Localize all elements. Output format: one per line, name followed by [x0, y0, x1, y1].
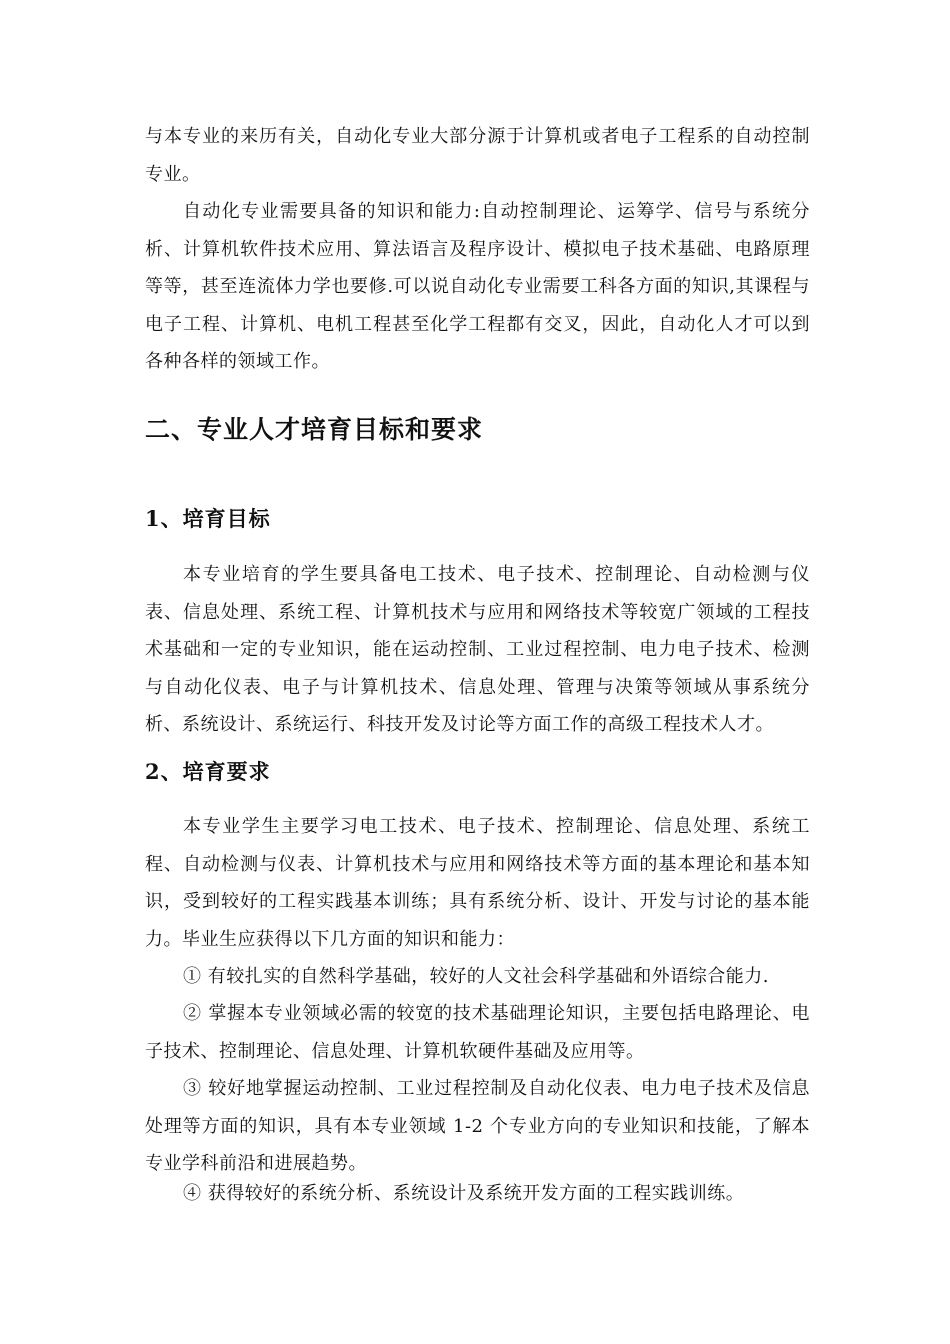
- requirement-item-4: ④ 获得较好的系统分析、系统设计及系统开发方面的工程实践训练。: [183, 1183, 745, 1204]
- intro-continued-paragraph: 与本专业的来历有关，自动化专业大部分源于计算机或者电子工程系的自动控制专业。: [145, 126, 810, 185]
- requirement-paragraph: 本专业学生主要学习电工技术、电子技术、控制理论、信息处理、系统工程、自动检测与仪表、计算机技术与应用和网络技术等方面的基本理论和基本知识，受到较好的工程实践基本训练；具有系统分析、设计、开发与讨论的基本能力。毕业生应获得以下几方面的知识和能力：: [145, 816, 810, 950]
- requirement-item-3: ③ 较好地掌握运动控制、工业过程控制及自动化仪表、电力电子技术及信息处理等方面的知识，具有本专业领域 1-2 个专业方向的专业知识和技能，了解本专业学科前沿和进展趋势。: [145, 1078, 810, 1174]
- goal-heading: 1、培育目标: [145, 506, 271, 531]
- goal-paragraph: 本专业培育的学生要具备电工技术、电子技术、控制理论、自动检测与仪表、信息处理、系统工程、计算机技术与应用和网络技术等较宽广领域的工程技术基础和一定的专业知识，能在运动控制、工业过程控制、电力电子技术、检测与自动化仪表、电子与计算机技术、信息处理、管理与决策等领域从事系统分析、系统设计、系统运行、科技开发及讨论等方面工作的高级工程技术人才。: [145, 564, 810, 735]
- intro-knowledge-paragraph: 自动化专业需要具备的知识和能力:自动控制理论、运筹学、信号与系统分析、计算机软件技术应用、算法语言及程序设计、模拟电子技术基础、电路原理等等，甚至连流体力学也要修.可以说自动化专业需要工科各方面的知识,其课程与电子工程、计算机、电机工程甚至化学工程都有交叉，因此，自动化人才可以到各种各样的领域工作。: [145, 201, 810, 372]
- requirement-heading: 2、培育要求: [145, 759, 271, 784]
- requirement-item-1: ① 有较扎实的自然科学基础，较好的人文社会科学基础和外语综合能力.: [183, 966, 769, 987]
- section-heading: 二、专业人才培育目标和要求: [145, 415, 484, 444]
- requirement-item-2: ② 掌握本专业领域必需的较宽的技术基础理论知识，主要包括电路理论、电子技术、控制理论、信息处理、计算机软硬件基础及应用等。: [145, 1003, 810, 1062]
